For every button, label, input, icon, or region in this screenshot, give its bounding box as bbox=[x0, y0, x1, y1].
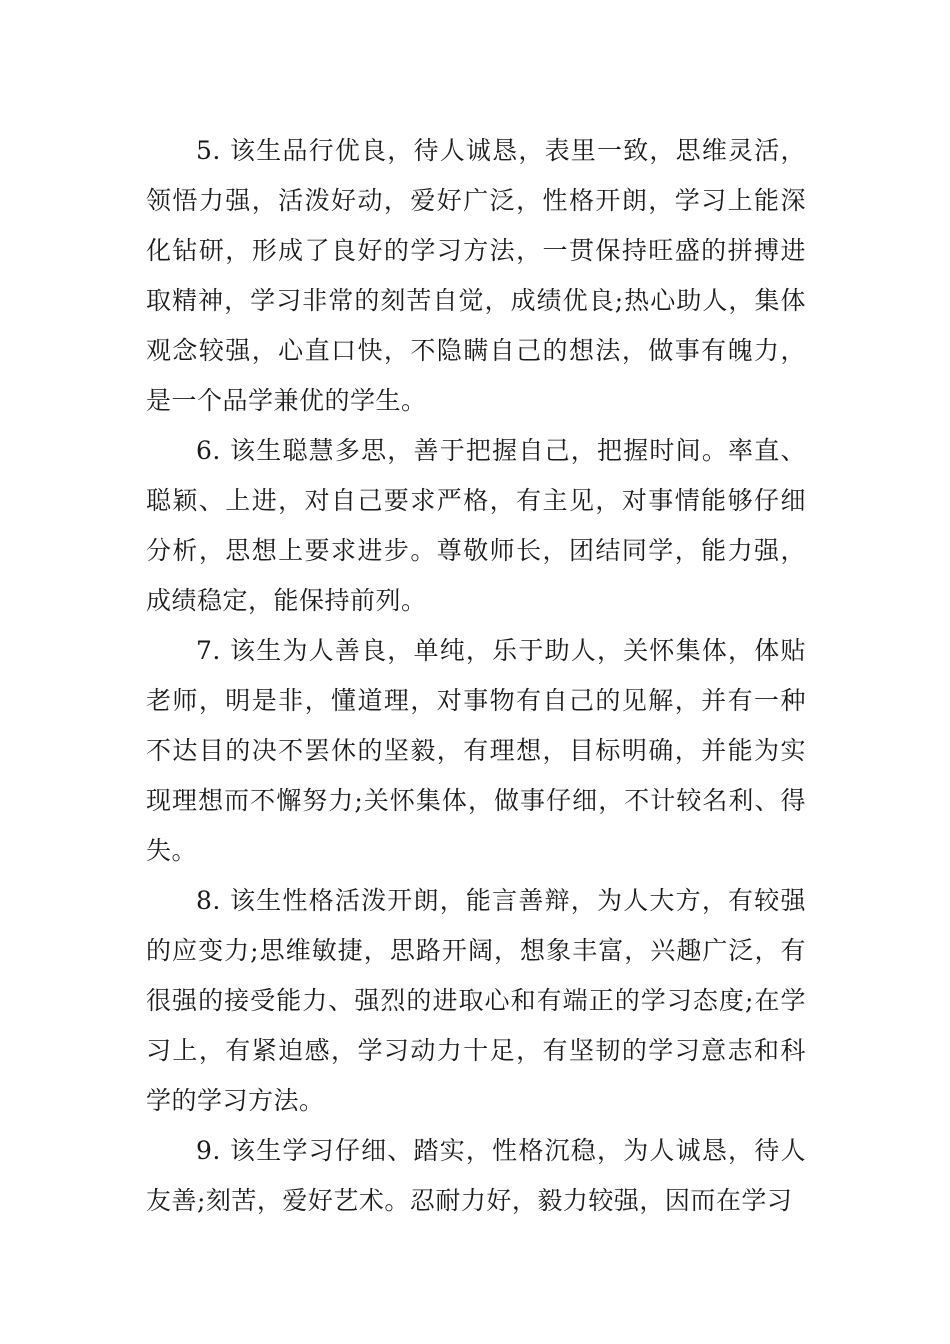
document-body bbox=[146, 126, 806, 1226]
paragraph-5: 5. 该生品行优良，待人诚恳，表里一致，思维灵活，领悟力强，活泼好动，爱好广泛，性格开朗，学习上能深化钻研，形成了良好的学习方法，一贯保持旺盛的拼搏进取精神，学习非常的刻苦自觉，成绩优良;热心助人，集体观念较强，心直口快，不隐瞒自己的想法，做事有魄力，是一个品学兼优的学生。 bbox=[146, 136, 806, 415]
paragraph-9: 9. 该生学习仔细、踏实，性格沉稳，为人诚恳，待人友善;刻苦，爱好艺术。忍耐力好，毅力较强，因而在学习 bbox=[146, 1136, 806, 1215]
paragraph-7: 7. 该生为人善良，单纯，乐于助人，关怀集体，体贴老师，明是非，懂道理，对事物有自己的见解，并有一种不达目的决不罢休的坚毅，有理想，目标明确，并能为实现理想而不懈努力;关怀集体，做事仔细，不计较名利、得失。 bbox=[146, 636, 806, 865]
paragraph-6: 6. 该生聪慧多思，善于把握自己，把握时间。率直、聪颖、上进，对自己要求严格，有主见，对事情能够仔细分析，思想上要求进步。尊敬师长，团结同学，能力强，成绩稳定，能保持前列。 bbox=[146, 436, 806, 615]
paragraph-8: 8. 该生性格活泼开朗，能言善辩，为人大方，有较强的应变力;思维敏捷，思路开阔，想象丰富，兴趣广泛，有很强的接受能力、强烈的进取心和有端正的学习态度;在学习上，有紧迫感，学习动力十足，有坚韧的学习意志和科学的学习方法。 bbox=[146, 886, 806, 1115]
